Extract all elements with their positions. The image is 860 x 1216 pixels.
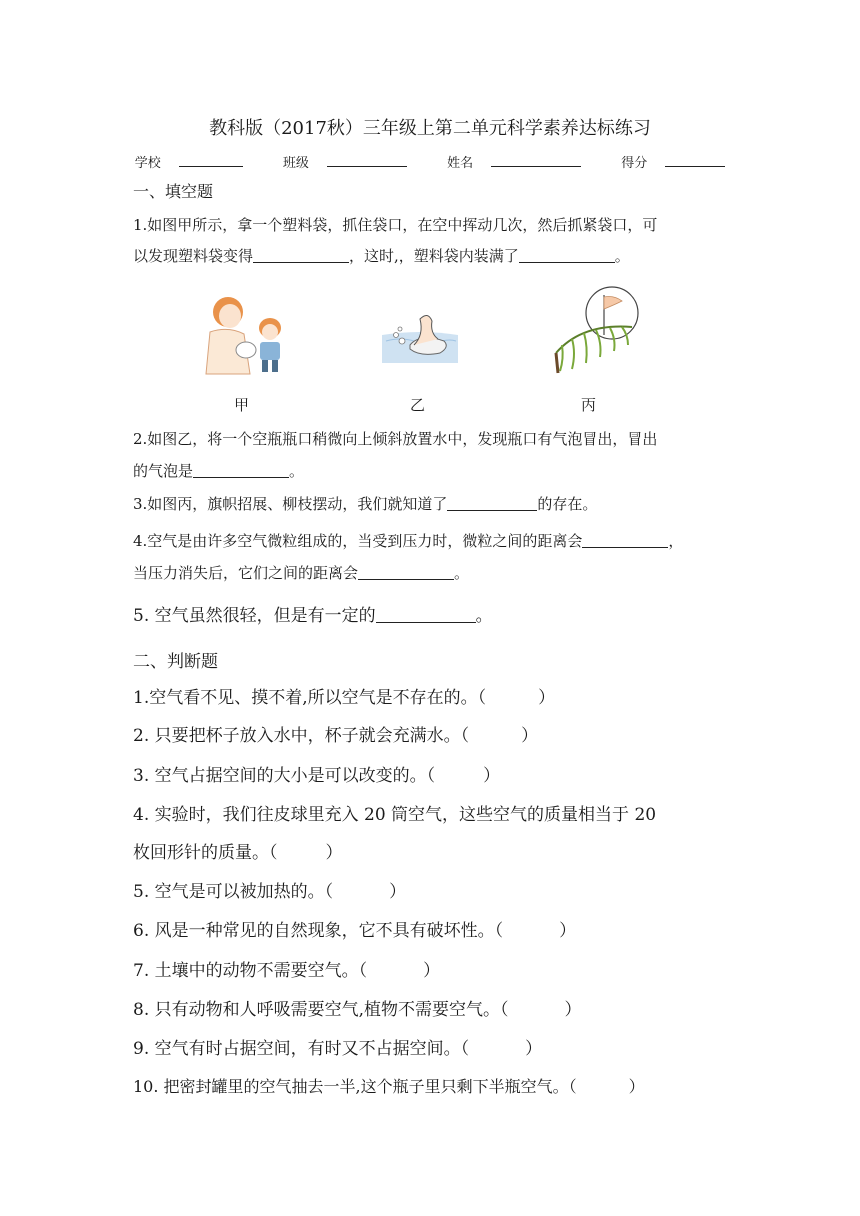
answer-blank-1b[interactable] xyxy=(519,246,615,263)
answer-blank-4a[interactable] xyxy=(582,531,668,548)
judge-item-4-line-2: 枚回形针的质量。（ ） xyxy=(133,843,343,863)
judge-item-1: 1.空气看不见、摸不着,所以空气是不存在的。（ ） xyxy=(133,688,556,708)
figure-bing-flag-willow xyxy=(552,283,642,375)
judge-item-5: 5. 空气是可以被加热的。（ ） xyxy=(133,882,407,902)
answer-blank-2[interactable] xyxy=(193,461,289,478)
figure-caption-yi: 乙 xyxy=(410,396,426,414)
name-field[interactable]: 姓名 xyxy=(438,152,590,171)
figure-caption-bing: 丙 xyxy=(581,396,597,414)
judge-item-4-line-1: 4. 实验时，我们往皮球里充入 20 筒空气，这些空气的质量相当于 20 xyxy=(133,805,657,825)
answer-blank-5[interactable] xyxy=(376,606,476,623)
question-4-line-2: 当压力消失后，它们之间的距离会 。 xyxy=(133,564,470,582)
judge-item-8: 8. 只有动物和人呼吸需要空气,植物不需要空气。（ ） xyxy=(133,1000,582,1020)
page-title: 教科版（2017秋）三年级上第二单元科学素养达标练习 xyxy=(209,118,651,139)
question-5: 5. 空气虽然很轻，但是有一定的 。 xyxy=(133,606,493,626)
school-field[interactable]: 学校 xyxy=(126,152,252,171)
answer-blank-4b[interactable] xyxy=(358,563,454,580)
judge-item-7: 7. 土壤中的动物不需要空气。（ ） xyxy=(133,961,441,981)
figure-caption-jia: 甲 xyxy=(234,396,250,414)
score-field[interactable]: 得分 xyxy=(612,152,734,171)
judge-item-3: 3. 空气占据空间的大小是可以改变的。（ ） xyxy=(133,766,501,786)
section-heading-fill-in: 一、填空题 xyxy=(133,182,214,201)
question-1-line-2: 以发现塑料袋变得 ，这时,，塑料袋内装满了 。 xyxy=(133,247,630,265)
judge-item-9: 9. 空气有时占据空间，有时又不占据空间。（ ） xyxy=(133,1039,543,1059)
figure-jia-mother-child-bag xyxy=(200,292,290,376)
question-2-line-2: 的气泡是 。 xyxy=(133,462,305,480)
judge-item-6: 6. 风是一种常见的自然现象，它不具有破坏性。（ ） xyxy=(133,921,577,941)
class-field[interactable]: 班级 xyxy=(274,152,416,171)
section-heading-true-false: 二、判断题 xyxy=(133,652,218,672)
judge-item-10: 10. 把密封罐里的空气抽去一半,这个瓶子里只剩下半瓶空气。（ ） xyxy=(133,1077,645,1096)
question-2-line-1: 2.如图乙，将一个空瓶瓶口稍微向上倾斜放置水中，发现瓶口有气泡冒出，冒出 xyxy=(133,430,658,448)
question-3: 3.如图丙，旗帜招展、柳枝摆动，我们就知道了 的存在。 xyxy=(133,495,598,513)
question-4-line-1: 4.空气是由许多空气微粒组成的，当受到压力时，微粒之间的距离会 ， xyxy=(133,532,684,550)
answer-blank-3[interactable] xyxy=(447,494,537,511)
figure-yi-bottle-in-water xyxy=(380,305,460,365)
question-1-line-1: 1.如图甲所示，拿一个塑料袋，抓住袋口，在空中挥动几次，然后抓紧袋口，可 xyxy=(133,216,658,234)
student-info-line xyxy=(0,152,860,171)
judge-item-2: 2. 只要把杯子放入水中，杯子就会充满水。（ ） xyxy=(133,726,539,746)
answer-blank-1a[interactable] xyxy=(253,246,349,263)
